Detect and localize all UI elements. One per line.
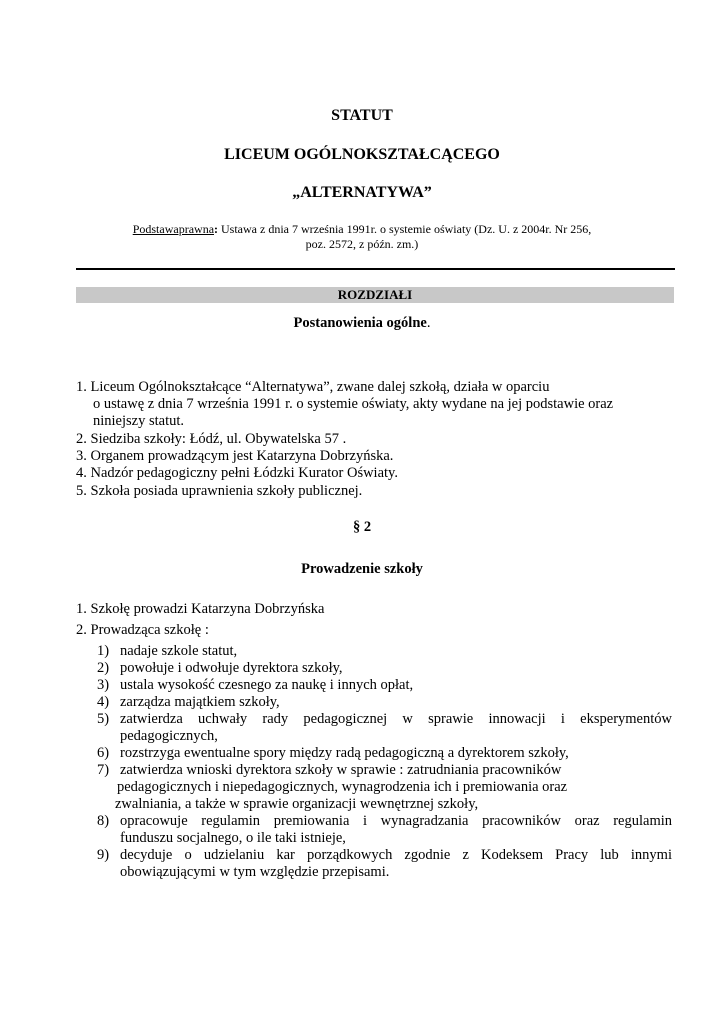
item-text: ustala wysokość czesnego za naukę i innych opłat, — [120, 677, 414, 693]
item-text: opracowuje regulamin premiowania i wynagradzania pracowników oraz regulamin — [120, 813, 672, 829]
list-item: 1. Szkołę prowadzi Katarzyna Dobrzyńska — [76, 601, 325, 617]
list-item: 1. Liceum Ogólnokształcące “Alternatywa”, zwane dalej szkołą, działa w oparciu — [76, 379, 550, 395]
item-text-continued: pedagogicznych, — [120, 728, 218, 744]
item-number: 1) — [97, 643, 110, 659]
legal-basis-text: Ustawa z dnia 7 września 1991r. o systemie oświaty (Dz. U. z 2004r. Nr 256, — [218, 222, 592, 236]
item-text: zarządza majątkiem szkoły, — [120, 694, 280, 710]
legal-basis-line-1 — [0, 222, 724, 237]
item-number: 3) — [97, 677, 110, 693]
item-number: 7) — [97, 762, 110, 778]
chapter-bar: ROZDZIAŁI — [76, 287, 674, 303]
legal-basis-line-2: poz. 2572, z późn. zm.) — [305, 237, 419, 251]
list-item: niniejszy statut. — [93, 413, 185, 429]
list-item: 2. Siedziba szkoły: Łódź, ul. Obywatelska 57 . — [76, 431, 347, 447]
item-text: zatwierdza uchwały rady pedagogicznej w sprawie innowacji i eksperymentów — [120, 711, 672, 727]
list-item: 4. Nadzór pedagogiczny pełni Łódzki Kurator Oświaty. — [76, 465, 398, 481]
list-item: 2. Prowadząca szkołę : — [76, 622, 209, 638]
chapter-subtitle — [0, 315, 724, 332]
chapter-subtitle-text: Postanowienia ogólne — [293, 315, 427, 331]
section-sign: § 2 — [352, 519, 372, 535]
legal-basis-label: Podstawaprawna — [132, 222, 215, 236]
item-text: rozstrzyga ewentualne spory między radą pedagogiczną a dyrektorem szkoły, — [120, 745, 569, 761]
list-item: 3. Organem prowadzącym jest Katarzyna Dobrzyńska. — [76, 448, 394, 464]
document-title: STATUT — [331, 107, 393, 124]
item-text-continued: zwalniania, a także w sprawie organizacji wewnętrznej szkoły, — [115, 796, 479, 812]
item-text: nadaje szkole statut, — [120, 643, 238, 659]
school-name: „ALTERNATYWA” — [292, 184, 432, 201]
chapter-subtitle-dot: . — [426, 315, 431, 331]
item-text: powołuje i odwołuje dyrektora szkoły, — [120, 660, 343, 676]
section-title: Prowadzenie szkoły — [301, 561, 423, 577]
item-text-continued: funduszu socjalnego, o ile taki istnieje, — [120, 830, 346, 846]
school-type: LICEUM OGÓLNOKSZTAŁCĄCEGO — [224, 146, 500, 163]
item-number: 6) — [97, 745, 110, 761]
item-number: 9) — [97, 847, 110, 863]
item-number: 8) — [97, 813, 110, 829]
item-number: 5) — [97, 711, 110, 727]
legal-basis-colon: : — [214, 222, 219, 236]
item-text: zatwierdza wnioski dyrektora szkoły w sprawie : zatrudniania pracowników — [120, 762, 562, 778]
list-item: 5. Szkoła posiada uprawnienia szkoły publicznej. — [76, 483, 363, 499]
header-divider — [76, 268, 675, 270]
item-text: decyduje o udzielaniu kar porządkowych zgodnie z Kodeksem Pracy lub innymi — [120, 847, 672, 863]
item-number: 2) — [97, 660, 110, 676]
item-number: 4) — [97, 694, 110, 710]
item-text-continued: pedagogicznych i niepedagogicznych, wynagrodzenia ich i premiowania oraz — [117, 779, 568, 795]
list-item: o ustawę z dnia 7 września 1991 r. o systemie oświaty, akty wydane na jej podstawie oraz — [93, 396, 614, 412]
item-text-continued: obowiązującymi w tym względzie przepisami. — [120, 864, 390, 880]
